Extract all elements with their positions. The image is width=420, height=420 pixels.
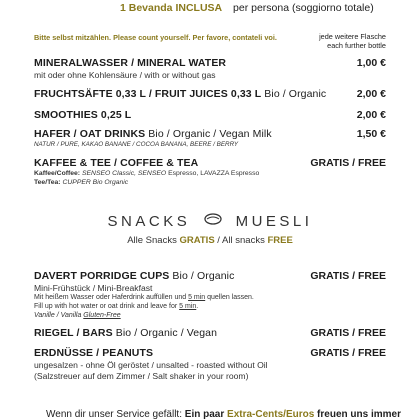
instr-de-b: 5 min	[188, 294, 206, 301]
bars-price: GRATIS / FREE	[310, 327, 386, 339]
per-persona: per persona (soggiorno totale)	[233, 2, 374, 14]
oat-flavors-text: NATUR / PURE, KAKAO BANANE / COCOA BANANA, BEERE / BERRY	[34, 141, 239, 148]
gratis-word: GRATIS	[179, 235, 215, 246]
coffee-espresso: Espresso, LAVAZZA Espresso	[166, 170, 260, 177]
free-word: FREE	[267, 235, 293, 246]
porridge-title	[34, 270, 234, 282]
coffee-label: Kaffee/Coffee:	[34, 170, 81, 177]
each-further-de: jede weitere Flasche	[319, 32, 386, 41]
porridge-instr-de	[34, 294, 254, 301]
alle-snacks: Alle Snacks	[127, 235, 180, 246]
peanuts-sub2: (Salzstreuer auf dem Zimmer / Salt shaker in your room)	[34, 371, 249, 381]
all-snacks: / All snacks	[214, 235, 268, 246]
each-further-en: each further bottle	[327, 41, 386, 50]
snacks-word: SNACKS	[107, 212, 191, 230]
peanuts-title: ERDNÜSSE / PEANUTS	[34, 347, 154, 359]
vanilla: Vanille / Vanilla	[34, 312, 84, 319]
instr-en-c: .	[196, 303, 199, 310]
porridge-organic: Bio / Organic	[169, 270, 235, 282]
footer-c: Extra-Cents/Euros	[227, 409, 315, 420]
smoothies-price: 2,00 €	[356, 109, 386, 121]
smoothies-title: SMOOTHIES 0,25 L	[34, 109, 132, 121]
mineral-water-title: MINERALWASSER / MINERAL WATER	[34, 57, 227, 69]
porridge-name: DAVERT PORRIDGE CUPS	[34, 270, 170, 282]
instr-en-b: 5 min	[179, 303, 197, 310]
oat-drinks-price: 1,50 €	[356, 128, 386, 140]
footer-a: Wenn dir unser Service gefällt:	[46, 409, 185, 420]
tea-line	[34, 179, 128, 186]
footer-tip	[46, 409, 401, 420]
peanuts-sub1: ungesalzen - ohne Öl geröstet / unsalted - roasted without Oil	[34, 360, 268, 370]
coffee-tea-price: GRATIS / FREE	[310, 157, 386, 169]
instr-en-a: Fill up with hot water or oat drink and leave for	[34, 303, 180, 310]
each-further-bottle	[319, 32, 386, 50]
footer-d: freuen uns immer	[314, 409, 401, 420]
coffee-line	[34, 170, 259, 177]
bevanda-line	[120, 2, 374, 14]
porridge-price: GRATIS / FREE	[310, 270, 386, 282]
muesli-word: MUESLI	[235, 212, 313, 230]
mineral-water-sub: mit oder ohne Kohlensäure / with or without gas	[34, 70, 216, 80]
peanuts-price: GRATIS / FREE	[310, 347, 386, 359]
bars-name: RIEGEL / BARS	[34, 327, 113, 339]
tea-value: CUPPER Bio Organic	[62, 179, 129, 186]
porridge-instr-en	[34, 303, 198, 310]
coffee-senseo: SENSEO Classic, SENSEO	[81, 170, 167, 177]
leaf-icon	[204, 212, 222, 230]
oat-drinks-organic: Bio / Organic / Vegan Milk	[145, 128, 272, 140]
fruit-juice-organic: Bio / Organic	[261, 88, 327, 100]
bars-organic: Bio / Organic / Vegan	[112, 327, 218, 339]
fruit-juice-name: FRUCHTSÄFTE 0,33 L / FRUIT JUICES 0,33 L	[34, 88, 262, 100]
footer-b: Ein paar	[184, 409, 228, 420]
snacks-muesli-heading	[0, 212, 420, 232]
instr-de-a: Mit heißem Wasser oder Haferdrink auffüllen und	[34, 294, 189, 301]
gluten-free: Gluten-Free	[83, 312, 121, 319]
mineral-water-price: 1,00 €	[356, 57, 386, 69]
porridge-sub: Mini-Frühstück / Mini-Breakfast	[34, 283, 153, 293]
instr-de-c: quellen lassen.	[205, 294, 254, 301]
oat-drinks-name: HAFER / OAT DRINKS	[34, 128, 146, 140]
bevanda-inclusa: 1 Bevanda INCLUSA	[120, 2, 223, 14]
all-snacks-free	[0, 235, 420, 246]
coffee-tea-title: KAFFEE & TEE / COFFEE & TEA	[34, 157, 199, 169]
fruit-juice-title	[34, 88, 326, 100]
oat-drinks-flavors	[34, 141, 238, 148]
bars-title	[34, 327, 217, 339]
oat-drinks-title	[34, 128, 272, 140]
porridge-flavor	[34, 312, 121, 319]
tea-label: Tee/Tea:	[34, 179, 61, 186]
self-count-notice: Bitte selbst mitzählen. Please count yourself. Per favore, contateli voi.	[34, 33, 277, 42]
fruit-juice-price: 2,00 €	[356, 88, 386, 100]
